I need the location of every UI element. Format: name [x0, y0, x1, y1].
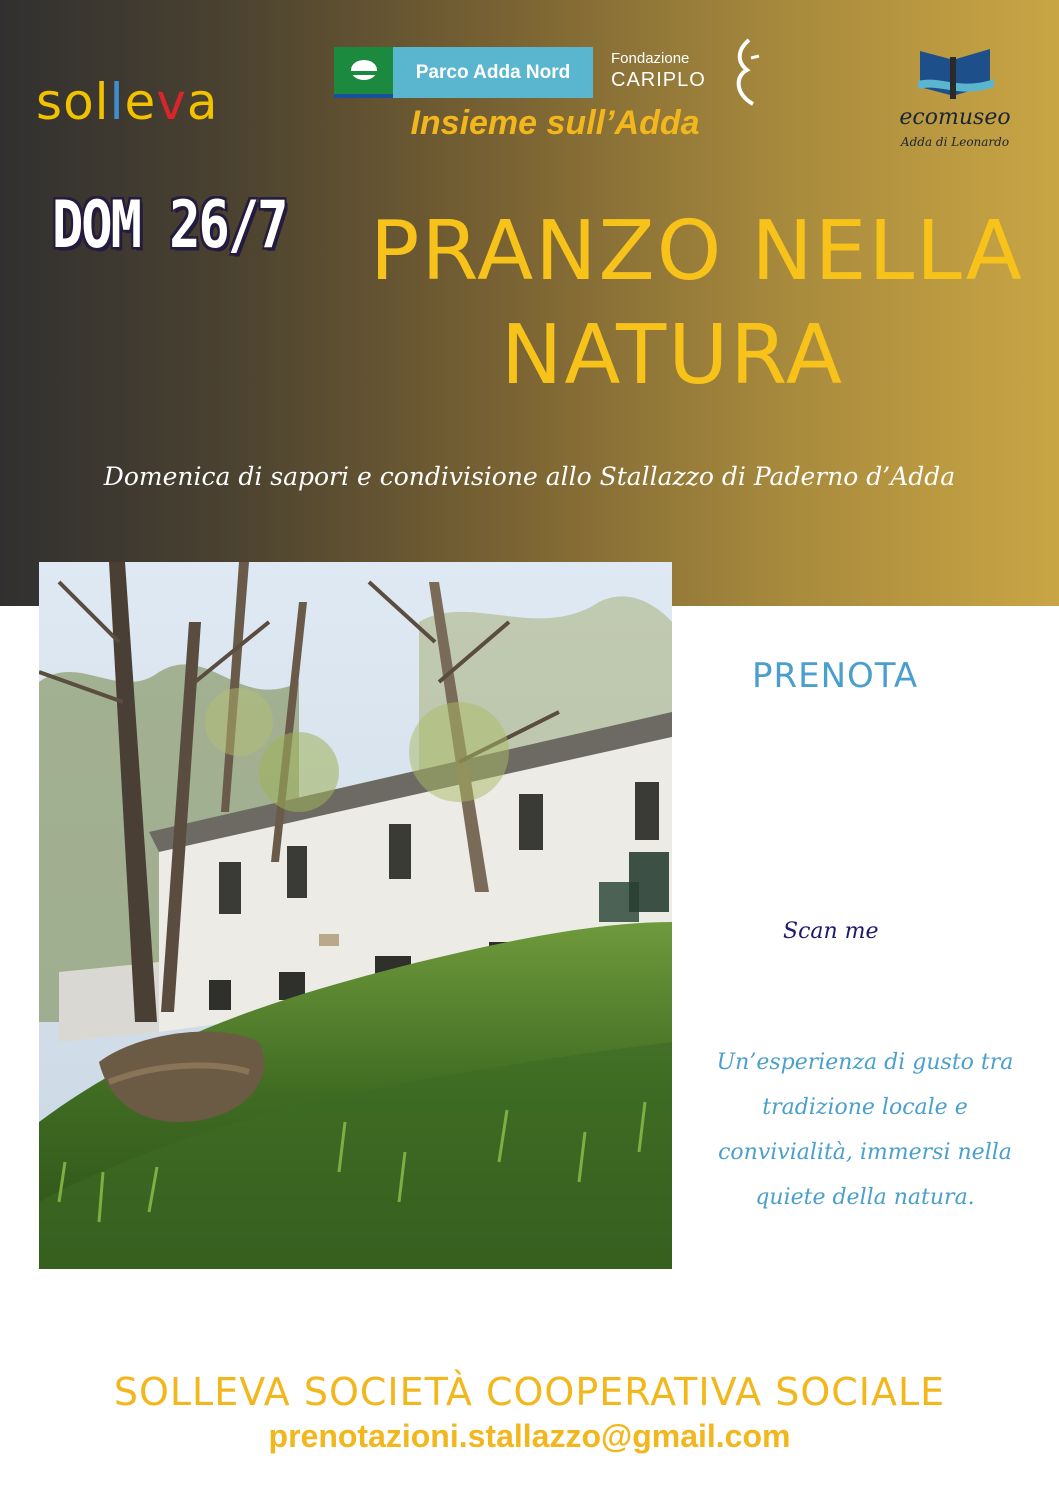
description-line: Un’esperienza di gusto tra — [716, 1050, 1014, 1075]
contact-email-link[interactable]: prenotazioni.stallazzo@gmail.com — [268, 1418, 791, 1454]
prenota-label: PRENOTA — [752, 656, 919, 696]
solleva-logo-letter: o — [63, 73, 95, 131]
description — [690, 1040, 1040, 1220]
cariplo-symbol-icon — [729, 36, 763, 108]
event-date: DOM 26/7 — [52, 188, 287, 263]
tagline: Insieme sull’Adda — [410, 104, 700, 142]
cariplo-line1: Fondazione — [611, 50, 690, 67]
page-title — [370, 200, 1024, 408]
title-line-2: NATURA — [501, 308, 844, 403]
solleva-logo-letter: l — [94, 73, 110, 131]
parco-adda-nord-logo — [334, 47, 593, 98]
ecomuseo-subtitle: Adda di Leonardo — [900, 135, 1010, 149]
parco-leaf-icon — [334, 47, 393, 98]
ecomuseo-logo — [880, 45, 1030, 155]
solleva-logo — [36, 72, 266, 132]
description-line: tradizione locale e — [762, 1095, 968, 1120]
subtitle: Domenica di sapori e condivisione allo Stallazzo di Paderno d’Adda — [103, 462, 956, 491]
solleva-logo-letter: a — [186, 73, 219, 131]
scan-me-label: Scan me — [783, 919, 879, 944]
description-line: quiete della natura. — [755, 1185, 975, 1210]
stallazzo-photo — [39, 562, 672, 1269]
solleva-logo-letter: s — [36, 73, 64, 131]
solleva-logo-text — [36, 72, 218, 132]
parco-logo-text: Parco Adda Nord — [393, 47, 593, 98]
description-line: convivialità, immersi nella — [718, 1140, 1012, 1165]
title-line-1: PRANZO NELLA — [370, 204, 1024, 299]
solleva-logo-letter: e — [124, 73, 157, 131]
solleva-logo-letter: l — [109, 73, 125, 131]
organization-name: SOLLEVA SOCIETÀ COOPERATIVA SOCIALE — [113, 1370, 946, 1414]
cariplo-line2: CARIPLO — [611, 69, 706, 91]
ecomuseo-word: ecomuseo — [899, 105, 1011, 130]
ecomuseo-book-icon — [910, 45, 1000, 103]
fondazione-cariplo-logo — [611, 50, 761, 110]
solleva-logo-letter: v — [156, 73, 187, 131]
